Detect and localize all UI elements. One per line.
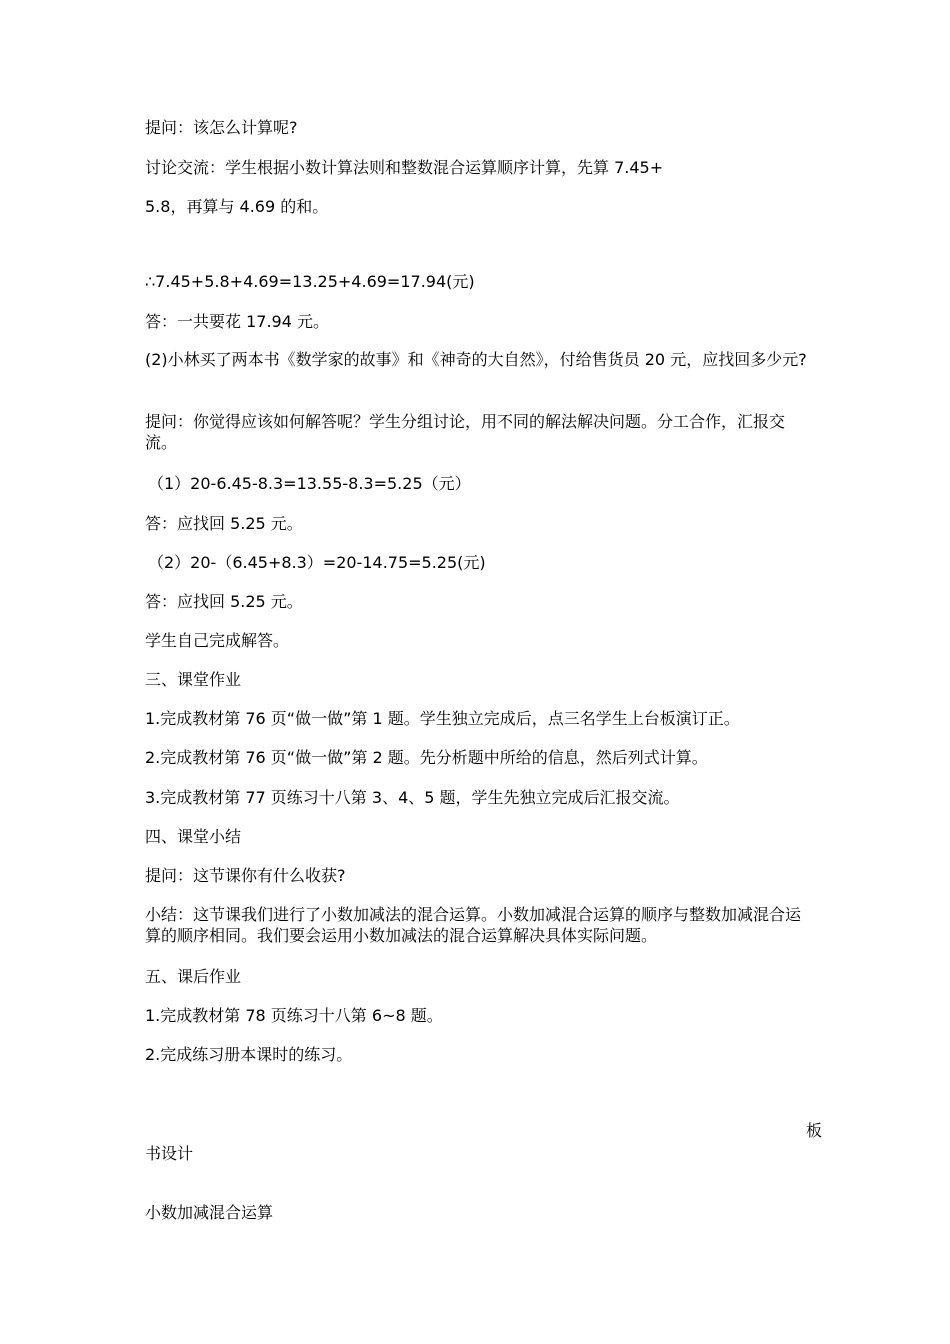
section-heading-5: 五、课后作业 bbox=[145, 967, 242, 986]
question-discussion: 提问：你觉得应该如何解答呢？学生分组讨论，用不同的解法解决问题。分工合作，汇报交流。 bbox=[145, 412, 786, 452]
solution-2-equation: （2）20-（6.45+8.3）=20-14.75=5.25(元) bbox=[148, 553, 486, 572]
solution-1-equation: （1）20-6.45-8.3=13.55-8.3=5.25（元） bbox=[148, 474, 471, 493]
board-design-rest: 书设计 bbox=[145, 1144, 194, 1163]
homework-item-1: 1.完成教材第 76 页“做一做”第 1 题。学生独立完成后，点三名学生上台板演订正。 bbox=[145, 709, 740, 728]
discussion-line-cont: 5.8，再算与 4.69 的和。 bbox=[145, 197, 329, 216]
after-class-item-2: 2.完成练习册本课时的练习。 bbox=[145, 1045, 353, 1064]
solution-1-answer: 答：应找回 5.25 元。 bbox=[145, 514, 303, 533]
problem-2-text: (2)小林买了两本书《数学家的故事》和《神奇的大自然》，付给售货员 20 元，应找回多少元? bbox=[145, 350, 807, 369]
board-title: 小数加减混合运算 bbox=[145, 1203, 274, 1222]
board-design-char: 板 bbox=[806, 1121, 823, 1140]
section-heading-4: 四、课堂小结 bbox=[145, 827, 242, 846]
solution-2-answer: 答：应找回 5.25 元。 bbox=[145, 592, 303, 611]
summary-question: 提问：这节课你有什么收获? bbox=[145, 866, 346, 885]
homework-item-2: 2.完成教材第 76 页“做一做”第 2 题。先分析题中所给的信息，然后列式计算。 bbox=[145, 748, 708, 767]
question-line: 提问：该怎么计算呢? bbox=[145, 118, 298, 137]
answer-line: 答：一共要花 17.94 元。 bbox=[145, 312, 329, 331]
homework-item-3: 3.完成教材第 77 页练习十八第 3、4、5 题，学生先独立完成后汇报交流。 bbox=[145, 788, 680, 807]
section-heading-3: 三、课堂作业 bbox=[145, 670, 242, 689]
student-work-line: 学生自己完成解答。 bbox=[145, 631, 290, 650]
after-class-item-1: 1.完成教材第 78 页练习十八第 6~8 题。 bbox=[145, 1006, 443, 1025]
equation-line: ∴7.45+5.8+4.69=13.25+4.69=17.94(元) bbox=[145, 272, 475, 291]
summary-text: 小结：这节课我们进行了小数加减法的混合运算。小数加减混合运算的顺序与整数加减混合运算的顺序相同。我们要会运用小数加减法的混合运算解决具体实际问题。 bbox=[145, 905, 802, 945]
discussion-line: 讨论交流：学生根据小数计算法则和整数混合运算顺序计算，先算 7.45+ bbox=[145, 158, 664, 177]
